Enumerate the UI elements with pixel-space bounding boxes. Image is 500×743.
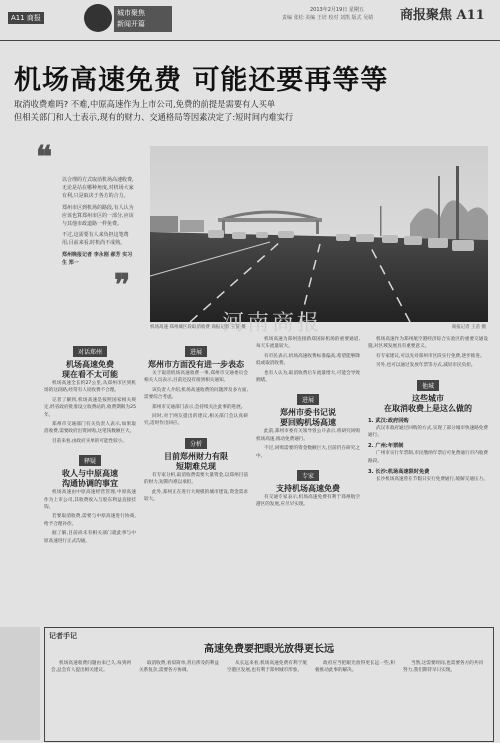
col1-heading-1: 机场高速免费 bbox=[66, 360, 114, 369]
open-quote-icon: ❝ bbox=[36, 140, 53, 175]
col2-heading-1: 郑州市方面没有进一步表态 bbox=[148, 360, 244, 369]
note-col-4 bbox=[315, 660, 395, 675]
section-title: 商报聚焦 A11 bbox=[400, 8, 485, 23]
issue-date: 2013年2月19日 星期五 bbox=[310, 7, 364, 13]
col4-p2: 有专家建议,可以先对郑州市区段实行免费,逐步推进。 bbox=[376, 353, 485, 359]
note-c1: 机场高速收费问题由来已久,每到两会,总会有人提出相关建议。 bbox=[51, 661, 131, 674]
col2-tag: 进展 bbox=[185, 346, 207, 357]
col1-heading2-1: 收人与中原高速 bbox=[62, 469, 118, 479]
watermark: 河南商报 bbox=[222, 311, 323, 336]
col2-p2: 该负责人介绍,机场高速收费的问题涉及多方面,需要综合考虑。 bbox=[144, 387, 248, 401]
col4-tag: 他城 bbox=[417, 380, 439, 391]
reporter-note-box bbox=[44, 627, 494, 742]
col2-p6: 此外,郑州正在进行大规模的城市建设,资金需求较大。 bbox=[144, 489, 248, 503]
col3-p5: 不过,回购需要的资金数额巨大,目前仍在研究之中。 bbox=[256, 446, 360, 459]
col4-heading-1: 这些城市 bbox=[412, 393, 444, 403]
note-c3: 从长远来看,机场高速免费有利于航空港区发展,也有利于郑州城市形象。 bbox=[227, 661, 307, 674]
quote-p3: 不过,这需要有人来负担这笔费用,目前来看,时机尚不成熟。 bbox=[62, 232, 129, 247]
col1-p3: 郑州市交通部门有关负责人表示,如果取消收费,需要政府出资回购,这笔钱数额巨大。 bbox=[44, 422, 136, 435]
col1-p5: 机场高速由中原高速经营管理,中原高速作为上市公司,其收费收入与股东利益直接挂钩。 bbox=[44, 490, 136, 511]
note-c5: 当然,这需要时间,也需要各方的共同努力,我们期待早日实现。 bbox=[403, 661, 483, 674]
col2-tag-2: 分析 bbox=[185, 438, 207, 449]
col1-tag-2: 释疑 bbox=[79, 455, 101, 466]
col4-p6: 长沙机场高速曾在节假日实行免费通行,缓解交通压力。 bbox=[376, 477, 488, 483]
col3-tag-2: 专家 bbox=[297, 470, 319, 481]
column-3 bbox=[256, 336, 360, 511]
col4-p5: 广州市实行年票制,市民缴纳年票后可免费通行市内收费路段。 bbox=[368, 451, 488, 464]
col3-tag: 进展 bbox=[297, 394, 319, 405]
col4-p1: 机场高速作为郑州航空港经济综合实验区的重要交通设施,对区域发展具有重要意义。 bbox=[368, 337, 488, 350]
col1-p6: 若要取消收费,需要与中原高速进行协商,给予合理补偿。 bbox=[44, 514, 136, 527]
col4-item-1: 1. 武汉:政府回购 bbox=[368, 417, 409, 424]
col3-p2: 有市民表示,机场高速收费标准偏高,希望能够降低或取消收费。 bbox=[256, 353, 360, 367]
col2-heading2-2: 短期难兑现 bbox=[176, 461, 216, 471]
column-1 bbox=[44, 336, 136, 547]
page-number-tag: A11 商报 bbox=[8, 12, 44, 24]
logo-icon bbox=[84, 4, 112, 32]
col2-p3: 郑州市交通部门表示,会持续关注此事的进展。 bbox=[152, 404, 246, 410]
col4-heading-2: 在取消收费上是这么做的 bbox=[384, 403, 472, 413]
highway-photo bbox=[150, 146, 488, 322]
photo-caption bbox=[150, 324, 488, 332]
quote-byline: 郑州晚报记者 李永刚 郝芳 实习生 郑一 bbox=[62, 251, 133, 266]
col1-tag: 对话郑州 bbox=[73, 346, 107, 357]
col2-heading2-1: 目前郑州财力有限 bbox=[164, 451, 228, 461]
col4-item-3: 3. 长沙:机场高速限时免费 bbox=[368, 469, 430, 476]
subtitle-2: 但相关部门和人士表示,现有的财力、交通格局等因素决定了:短时间内难实行 bbox=[14, 112, 294, 122]
col3-p1: 机场高速为郑州连接新郑国际机场的重要通道,每天车流量较大。 bbox=[256, 337, 360, 350]
col1-p1: 机场高速全长约27公里,从郑州市区到机场的这段路,经常有人说收费不合理。 bbox=[44, 381, 136, 394]
quote-p2: 郑州市区到机场的路段,有人认为应该也算郑州市区的一部分,应该与其他市政道路一样免费。 bbox=[62, 204, 134, 228]
col4-p3: 另外,也可以通过发放年票等方式,减轻市民负担。 bbox=[376, 363, 476, 369]
subtitle-1: 取消收费难吗? 不难,中原高速作为上市公司,免费的前提是需要有人买单 bbox=[14, 99, 276, 109]
brand-line-2: 新闻开篇 bbox=[117, 20, 145, 28]
col3-p4: 此前,郑州市委有关领导曾公开表示,将研究回购机场高速,推动免费通行。 bbox=[256, 429, 360, 442]
reporter-note-label: 记者手记 bbox=[49, 632, 77, 640]
col1-p2: 记者了解到,机场高速是按照国家相关规定,经省政府批准设立收费站的,收费期限为25年。 bbox=[44, 397, 136, 418]
brand-line-1: 城市聚焦 bbox=[117, 9, 145, 17]
col3-heading-2: 要回购机场高速 bbox=[280, 418, 336, 428]
note-col-3 bbox=[227, 660, 307, 675]
quote-p1: 以合理的方式取消机场高速收费,无论是站在哪种角度,对机场大家有利,只是取决于各方的合力。 bbox=[62, 177, 134, 200]
col1-p4: 目前来看,由政府买单的可能性较小。 bbox=[52, 438, 127, 444]
caption-text: 机场高速 郑州城区段取消收费 商报记者 王苗 摄 bbox=[150, 325, 246, 330]
col4-item-2: 2. 广州:年票制 bbox=[368, 443, 404, 450]
col1-p7: 据了解,目前尚未有相关部门就此事与中原高速进行正式沟通。 bbox=[44, 531, 136, 544]
photo-credit: 商报记者 王苗 摄 bbox=[451, 325, 486, 330]
col2-p1: 关于取消机场高速收费一事,郑州市交通委员会相关人员表示,目前还没有接到相关通知。 bbox=[144, 371, 248, 384]
col3-heading2-1: 支持机场高速免费 bbox=[276, 484, 340, 494]
column-4 bbox=[368, 336, 488, 486]
column-2 bbox=[144, 336, 248, 505]
header-rule bbox=[0, 40, 500, 41]
brand-block bbox=[114, 6, 172, 32]
reporter-note-title: 高速免费要把眼光放得更长远 bbox=[204, 644, 334, 655]
note-col-5 bbox=[403, 660, 483, 675]
note-col-1 bbox=[51, 660, 131, 675]
staff-credits: 责编 张松 美编 王培 校对 刘凯 版式 吴婧 bbox=[282, 15, 374, 21]
note-c2: 取消收费,看似简单,背后涉及的利益关系复杂,需要各方协调。 bbox=[139, 661, 219, 674]
col1-heading-2: 现在看不太可能 bbox=[62, 370, 118, 379]
page-header bbox=[0, 0, 500, 44]
close-quote-icon: ❞ bbox=[114, 268, 131, 303]
note-col-2 bbox=[139, 660, 219, 675]
col2-p5: 有专家分析,取消收费需要大量资金,以郑州目前的财力,短期内难以承担。 bbox=[144, 472, 248, 486]
col3-p3: 也有人认为,取消收费后车流量增大,可能会导致拥堵。 bbox=[256, 370, 360, 384]
col2-p4: 同时,对于网友提出的建议,相关部门会认真研究,适时作出回应。 bbox=[144, 414, 248, 427]
col1-heading2-2: 沟通协调的事宜 bbox=[62, 479, 118, 489]
note-c4: 政府应当把眼光放得更长远一些,积极推动此事的解决。 bbox=[315, 661, 395, 674]
left-margin-bar bbox=[0, 627, 40, 740]
headline: 机场高速免费 可能还要再等等 bbox=[14, 65, 389, 96]
col4-p4: 武汉市政府通过回购的方式,实现了部分城市快速路免费通行。 bbox=[368, 425, 488, 439]
col3-heading-1: 郑州市委书记说 bbox=[280, 408, 336, 418]
pull-quote bbox=[62, 176, 134, 270]
col3-p6: 有交通专家表示,机场高速免费有利于郑州航空港区的发展,应尽早实现。 bbox=[256, 495, 360, 508]
